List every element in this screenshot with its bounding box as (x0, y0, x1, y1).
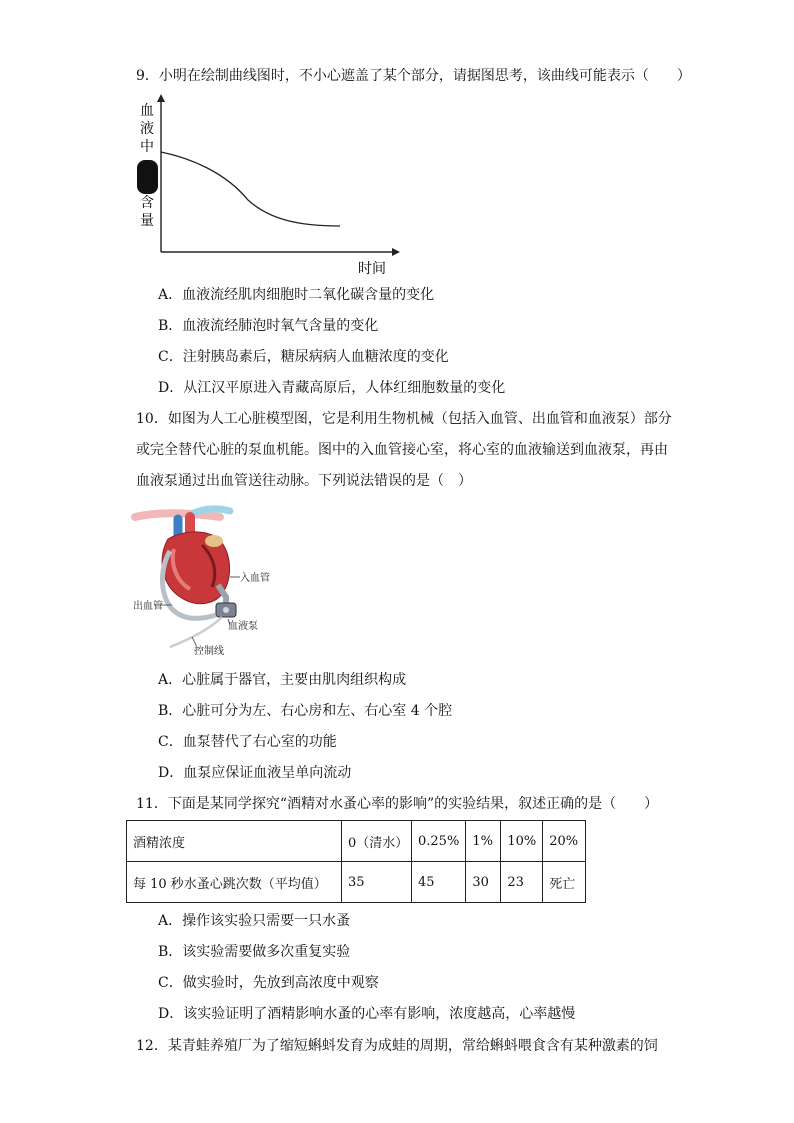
q10-option-a[interactable]: A．心脏属于器官，主要由肌肉组织构成 (158, 672, 407, 688)
table-cell: 0.25% (412, 821, 466, 862)
table-cell: 23 (501, 862, 543, 903)
q9-y-axis-arrow (157, 94, 165, 102)
q9-ylabel-char: 液 (140, 121, 154, 137)
table-cell: 0（清水） (342, 821, 412, 862)
q11-results-table (126, 820, 586, 903)
q9-xlabel: 时间 (358, 261, 386, 277)
q10-stem-line3: 血液泵通过出血管送往动脉。下列说法错误的是（ ） (136, 473, 472, 489)
table-cell: 35 (342, 862, 412, 903)
q9-ylabel-char: 血 (140, 103, 154, 119)
table-cell: 死亡 (543, 862, 586, 903)
table-cell: 45 (412, 862, 466, 903)
q11-stem: 11．下面是某同学探究“酒精对水蚤心率的影响”的实验结果，叙述正确的是（ ） (136, 796, 659, 812)
q11-option-d[interactable]: D．该实验证明了酒精影响水蚤的心率有影响，浓度越高，心率越慢 (158, 1006, 576, 1022)
outflow-tube-label: 出血管 (133, 601, 163, 612)
q9-x-axis-arrow (392, 248, 400, 256)
q9-curve (161, 152, 340, 226)
q10-stem-line1: 10．如图为人工心脏模型图，它是利用生物机械（包括入血管、出血管和血液泵）部分 (136, 411, 672, 427)
q9-line-chart (130, 92, 410, 278)
q10-option-c[interactable]: C．血泵替代了右心室的功能 (158, 734, 337, 750)
table-cell: 30 (466, 862, 501, 903)
q9-cover-patch (137, 160, 158, 194)
q9-option-c[interactable]: C．注射胰岛素后，糖尿病病人血糖浓度的变化 (158, 349, 449, 365)
inflow-tube-label: 入血管 (240, 573, 270, 584)
q9-ylabel-char: 含 (140, 195, 154, 211)
q9-option-a[interactable]: A．血液流经肌肉细胞时二氧化碳含量的变化 (158, 287, 435, 303)
q12-stem: 12．某青蛙养殖厂为了缩短蝌蚪发育为成蛙的周期，常给蝌蚪喂食含有某种激素的饲 (136, 1038, 658, 1054)
q9-option-b[interactable]: B．血液流经肺泡时氧气含量的变化 (158, 318, 379, 334)
table-cell: 10% (501, 821, 543, 862)
q10-stem-line2: 或完全替代心脏的泵血机能。图中的入血管接心室，将心室的血液输送到血液泵，再由 (136, 442, 668, 458)
q9-option-d[interactable]: D．从江汉平原进入青藏高原后，人体红细胞数量的变化 (158, 380, 506, 396)
q9-ylabel-char: 中 (140, 139, 154, 155)
q9-ylabel-char: 量 (140, 213, 154, 229)
table-row (127, 862, 586, 903)
artificial-heart-figure (130, 505, 280, 657)
q11-option-b[interactable]: B．该实验需要做多次重复实验 (158, 944, 351, 960)
q10-option-d[interactable]: D．血泵应保证血液呈单向流动 (158, 765, 352, 781)
q10-option-b[interactable]: B．心脏可分为左、右心房和左、右心室 4 个腔 (158, 703, 453, 719)
blood-pump-label: 血液泵 (228, 621, 258, 632)
q9-stem: 9．小明在绘制曲线图时，不小心遮盖了某个部分，请据图思考，该曲线可能表示（ ） (136, 68, 691, 84)
table-row (127, 821, 586, 862)
table-cell: 1% (466, 821, 501, 862)
q11-option-c[interactable]: C．做实验时，先放到高浓度中观察 (158, 975, 379, 991)
table-cell: 20% (543, 821, 586, 862)
control-wire-label: 控制线 (194, 646, 224, 657)
q11-option-a[interactable]: A．操作该实验只需要一只水蚤 (158, 913, 351, 929)
table-cell: 酒精浓度 (127, 821, 342, 862)
table-cell: 每 10 秒水蚤心跳次数（平均值） (127, 862, 342, 903)
